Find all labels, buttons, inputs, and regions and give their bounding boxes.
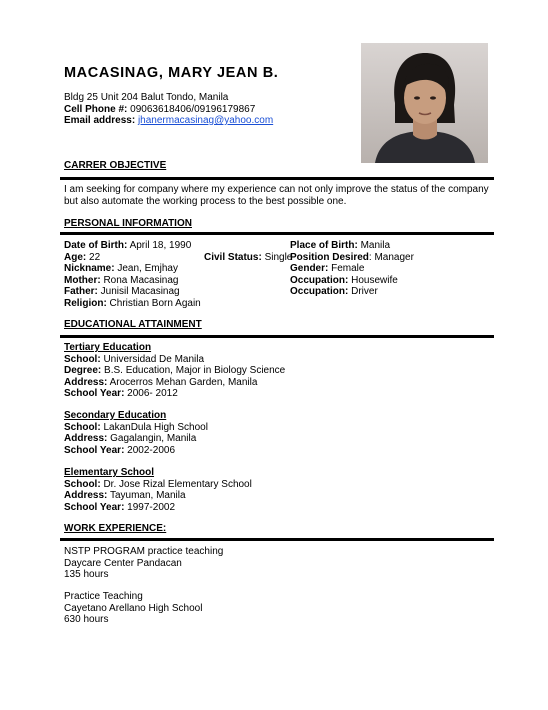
pob-label: Place of Birth:	[290, 240, 358, 251]
religion-label: Religion:	[64, 297, 107, 309]
occupation-label: Occupation:	[290, 274, 349, 286]
phone-line	[64, 104, 273, 116]
father-occupation-row	[290, 286, 414, 298]
section-heading-personal: PERSONAL INFORMATION	[64, 218, 192, 229]
position-row	[290, 252, 414, 264]
secondary-title: Secondary Education	[64, 410, 167, 421]
pob-row	[290, 240, 414, 252]
position-label: Position Desired	[290, 251, 369, 263]
address-value: Gagalangin, Manila	[107, 433, 197, 444]
applicant-photo	[361, 43, 488, 163]
dob-value: April 18, 1990	[127, 240, 192, 251]
occupation-label: Occupation:	[290, 286, 349, 297]
email-label: Email address:	[64, 115, 136, 126]
work-hours: 135 hours	[64, 569, 109, 580]
address-value: Tayuman, Manila	[107, 490, 186, 501]
civil-value: Single	[261, 251, 293, 263]
school-year-row	[64, 502, 252, 514]
address-value: Arocerros Mehan Garden, Manila	[107, 376, 258, 388]
civil-status	[204, 252, 292, 264]
mother-row	[64, 275, 201, 287]
age-value: 22	[86, 251, 101, 263]
email-line	[64, 115, 273, 127]
school-row	[64, 422, 208, 434]
school-year-label: School Year:	[64, 388, 125, 399]
school-year-row	[64, 388, 285, 400]
work-place: Daycare Center Pandacan	[64, 557, 182, 569]
tertiary-education-block	[64, 342, 285, 400]
degree-row	[64, 365, 285, 377]
school-value: Dr. Jose Rizal Elementary School	[100, 478, 252, 490]
address-row	[64, 433, 208, 445]
personal-right-column	[290, 240, 414, 298]
position-value: : Manager	[368, 251, 414, 263]
pob-value: Manila	[357, 240, 391, 251]
degree-label: Degree:	[64, 365, 102, 376]
religion-value: Christian Born Again	[106, 297, 201, 309]
section-heading-work: WORK EXPERIENCE:	[64, 523, 167, 534]
address-label: Address:	[64, 490, 108, 501]
phone-value: 09063618406/09196179867	[127, 103, 256, 115]
applicant-name: MACASINAG, MARY JEAN B.	[64, 65, 279, 81]
elementary-education-block	[64, 467, 252, 513]
nickname-row	[64, 263, 201, 275]
work-title: Practice Teaching	[64, 591, 143, 602]
address-row	[64, 377, 285, 389]
mother-label: Mother:	[64, 274, 101, 286]
work-place: Cayetano Arellano High School	[64, 602, 203, 614]
contact-block	[64, 92, 273, 127]
school-year-value: 1997-2002	[124, 501, 176, 513]
mother-value: Rona Macasinag	[100, 274, 179, 286]
father-label: Father:	[64, 286, 98, 297]
section-heading-objective: CARRER OBJECTIVE	[64, 160, 167, 171]
section-heading-education: EDUCATIONAL ATTAINMENT	[64, 319, 202, 330]
address-row	[64, 490, 252, 502]
gender-value: Female	[328, 263, 365, 274]
nickname-label: Nickname:	[64, 263, 115, 274]
portrait-image	[361, 43, 488, 163]
mother-occupation-row	[290, 275, 414, 287]
school-value: Universidad De Manila	[100, 353, 205, 365]
school-value: LakanDula High School	[100, 421, 208, 433]
religion-row	[64, 298, 201, 310]
school-year-label: School Year:	[64, 444, 125, 456]
school-row	[64, 354, 285, 366]
address-label: Address:	[64, 376, 108, 388]
objective-text: I am seeking for company where my experience can not only improve the status of the company but also automate the working process to the best possible one.	[64, 184, 489, 207]
civil-label: Civil Status:	[204, 251, 262, 263]
gender-row	[290, 263, 414, 275]
school-year-row	[64, 445, 208, 457]
secondary-education-block	[64, 410, 208, 456]
occupation-value: Housewife	[348, 274, 398, 286]
school-label: School:	[64, 421, 101, 433]
school-label: School:	[64, 353, 101, 365]
age-row	[64, 251, 293, 264]
tertiary-title: Tertiary Education	[64, 342, 152, 353]
father-value: Junisil Macasinag	[97, 286, 180, 297]
school-year-label: School Year:	[64, 501, 125, 513]
address-line: Bldg 25 Unit 204 Balut Tondo, Manila	[64, 92, 229, 103]
father-row	[64, 286, 201, 298]
work-hours: 630 hours	[64, 614, 109, 625]
section-divider	[60, 232, 494, 235]
work-entry-1	[64, 546, 223, 581]
school-label: School:	[64, 478, 101, 490]
elementary-title: Elementary School	[64, 467, 155, 478]
age-label: Age:	[64, 251, 87, 263]
degree-value: B.S. Education, Major in Biology Science	[101, 365, 286, 376]
dob-row	[64, 240, 201, 252]
phone-label: Cell Phone #:	[64, 103, 128, 115]
school-year-value: 2006- 2012	[124, 388, 178, 399]
gender-label: Gender:	[290, 263, 329, 274]
dob-label: Date of Birth:	[64, 240, 128, 251]
work-entry-2	[64, 591, 202, 626]
occupation-value: Driver	[348, 286, 378, 297]
work-title: NSTP PROGRAM practice teaching	[64, 546, 224, 557]
section-divider	[60, 335, 494, 338]
school-year-value: 2002-2006	[124, 444, 176, 456]
section-divider	[60, 177, 494, 180]
address-label: Address:	[64, 433, 108, 444]
email-link[interactable]: jhanermacasinag@yahoo.com	[137, 115, 274, 126]
section-divider	[60, 538, 494, 541]
nickname-value: Jean, Emjhay	[114, 263, 178, 274]
personal-left-column	[64, 240, 293, 309]
school-row	[64, 479, 252, 491]
